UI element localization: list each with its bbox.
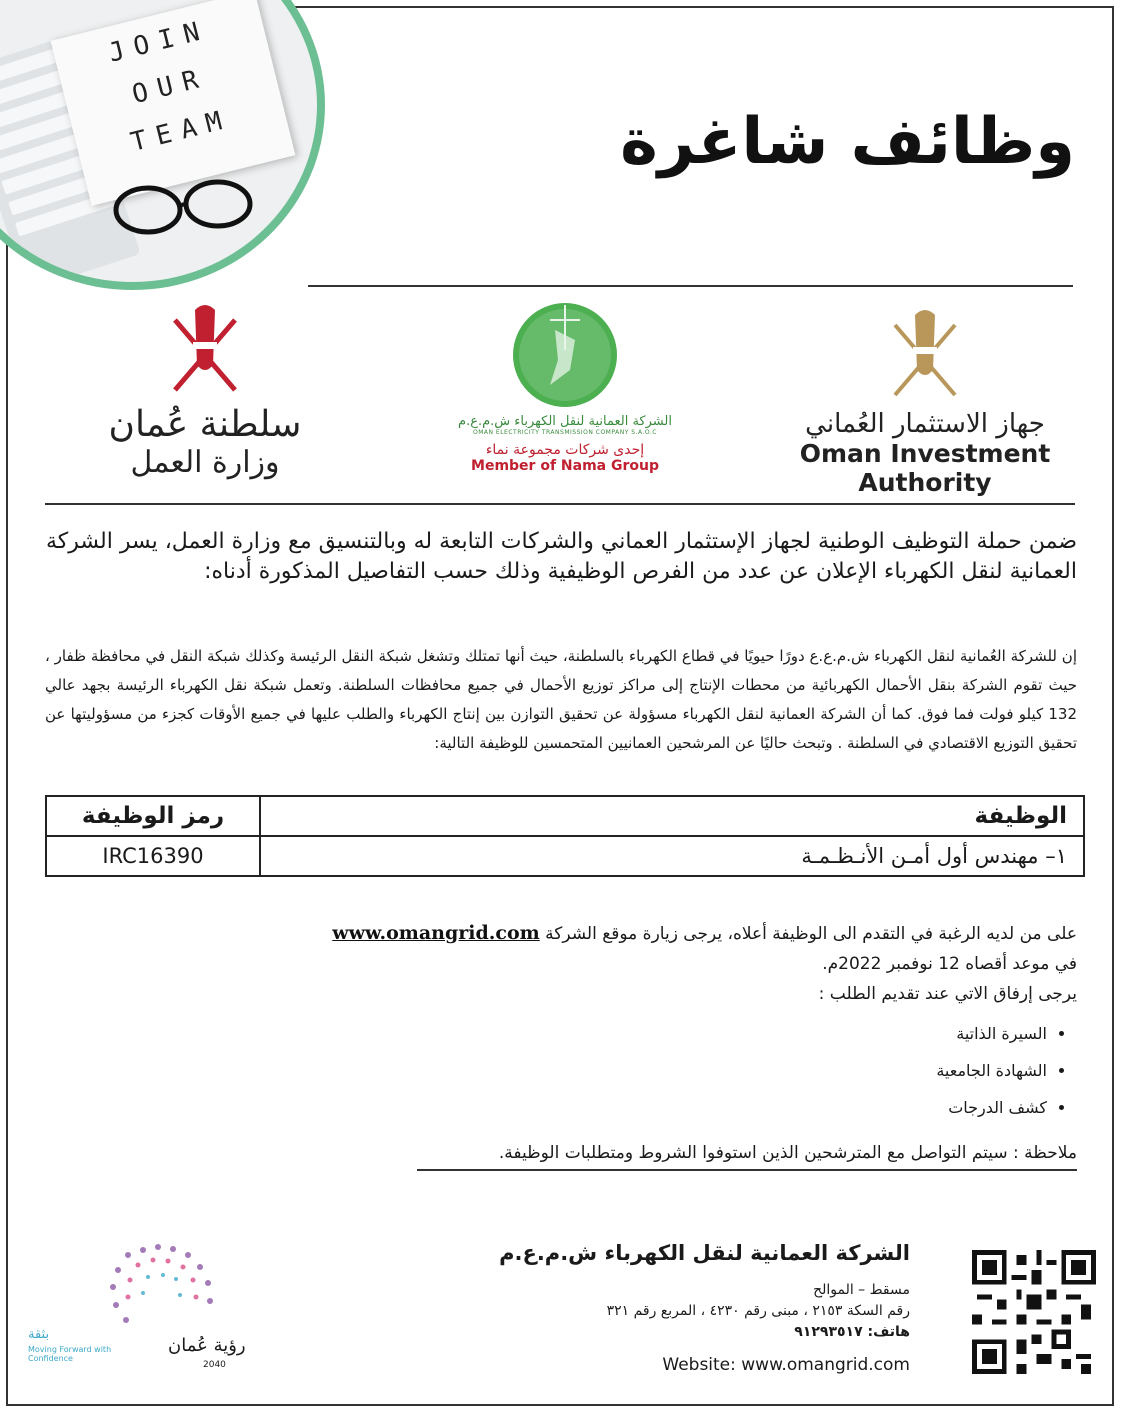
footer-website[interactable]: Website: www.omangrid.com (662, 1355, 910, 1375)
oetc-name-ar: الشركة العمانية لنقل الكهرباء ش.م.ع.م (458, 414, 672, 429)
footer-company-name: الشركة العمانية لنقل الكهرباء ش.م.ع.م (499, 1241, 910, 1265)
footer-address (607, 1280, 910, 1343)
qr-code-icon[interactable] (972, 1250, 1096, 1374)
header-job-title: الوظيفة (260, 796, 1084, 836)
address-line: رقم السكة ٢١٥٣ ، مبنى رقم ٤٢٣٠ ، المربع رقم ٣٢١ (606, 1303, 910, 1319)
oia-name-ar: جهاز الاستثمار العُماني (805, 409, 1045, 439)
oetc-name-en: OMAN ELECTRICITY TRANSMISSION COMPANY S.A.O.C (473, 429, 657, 436)
oia-name-en: Oman Investment Authority (799, 439, 1051, 497)
glasses-icon (103, 178, 263, 238)
page-title: وظائف شاغرة (620, 105, 1075, 179)
job-title-cell: ١– مهندس أول أمـن الأنـظـمـة (260, 836, 1084, 876)
requirements-list (936, 1015, 1077, 1126)
company-description: إن للشركة العُمانية لنقل الكهرباء ش.م.ع.ع دورًا حيويًا في قطاع الكهرباء بالسلطنة، حيث أنها تمتلك وتشغل شبكة النقل الرئيسة وكذلك شبكة النقل في محافظة ظفار ، حيث تقوم الشركة بنقل الأحمال الكهربائية من محطات الإنتاج إلى مراكز توزيع الأحمال في جميع محافظات السلطنة. وتعمل شبكة نقل الكهرباء الرئيسة بجهد عالي 132 كيلو فولت فما فوق. كما أن الشركة العمانية لنقل الكهرباء مسؤولة عن تحقيق التوازن بين إنتاج الكهرباء والطلب عليها في جميع الأوقات كجزء من مسؤوليتها عن تحقيق التوزيع الاقتصادي في السلطنة . وتبحث حاليًا عن المرشحين العمانيين المتحمسين للوظيفة التالية: (45, 647, 1077, 752)
oman-vision-logo (28, 1235, 288, 1385)
jobs-table (45, 795, 1085, 877)
address-line: مسقط – الموالح (813, 1282, 910, 1298)
list-item: • الشهادة الجامعية (936, 1052, 1047, 1089)
job-code-cell: IRC16390 (46, 836, 260, 876)
oia-logo (760, 305, 1090, 497)
nama-ar: إحدى شركات مجموعة نماء (485, 442, 645, 458)
apply-line (45, 918, 1077, 949)
website-link[interactable]: www.omangrid.com (332, 922, 540, 944)
apply-text: على من لديه الرغبة في التقدم الى الوظيفة أعلاه، يرجى زيارة موقع الشركة (545, 924, 1077, 944)
lightbox-line: JOIN (105, 14, 213, 69)
lightbox-line: TEAM (127, 104, 235, 158)
mol-logo (90, 300, 320, 480)
lightbox-sign (51, 0, 296, 206)
vision-tagline-ar: بثقة (28, 1327, 50, 1342)
table-row (46, 836, 1084, 876)
oman-emblem-gold-icon (875, 305, 975, 405)
nama-en: Member of Nama Group (471, 458, 659, 474)
list-item: • السيرة الذاتية (936, 1015, 1047, 1052)
divider (308, 285, 1073, 287)
vision-year: 2040 (203, 1360, 226, 1370)
mol-line2: وزارة العمل (130, 445, 280, 480)
vision-title: رؤية عُمان (168, 1335, 246, 1356)
header-job-code: رمز الوظيفة (46, 796, 260, 836)
oetc-globe-icon (510, 300, 620, 410)
phone-line: هاتف: ٩١٢٩٣٥١٧ (794, 1324, 910, 1340)
lightbox-line: OUR (129, 62, 212, 111)
vision-tagline-en: Moving Forward with Confidence (28, 1345, 112, 1363)
attach-text: يرجى إرفاق الاتي عند تقديم الطلب : (818, 984, 1077, 1004)
deadline-text: في موعد أقصاه 12 نوفمبر 2022م. (822, 954, 1077, 974)
oman-emblem-red-icon (155, 300, 255, 400)
list-item: • كشف الدرجات (936, 1089, 1047, 1126)
divider (45, 503, 1075, 505)
table-header-row (46, 796, 1084, 836)
mol-line1: سلطنة عُمان (108, 404, 302, 445)
apply-section (45, 918, 1077, 1009)
oetc-logo (425, 300, 705, 474)
intro-paragraph: ضمن حملة التوظيف الوطنية لجهاز الإستثمار العماني والشركات التابعة له وبالتنسيق مع وزارة العمل، يسر الشركة العمانية لنقل الكهرباء الإعلان عن عدد من الفرص الوظيفية وذلك حسب التفاصيل المذكورة أدناه: (45, 529, 1077, 584)
note-text: ملاحظة : سيتم التواصل مع المترشحين الذين استوفوا الشروط ومتطلبات الوظيفة. (417, 1143, 1077, 1171)
